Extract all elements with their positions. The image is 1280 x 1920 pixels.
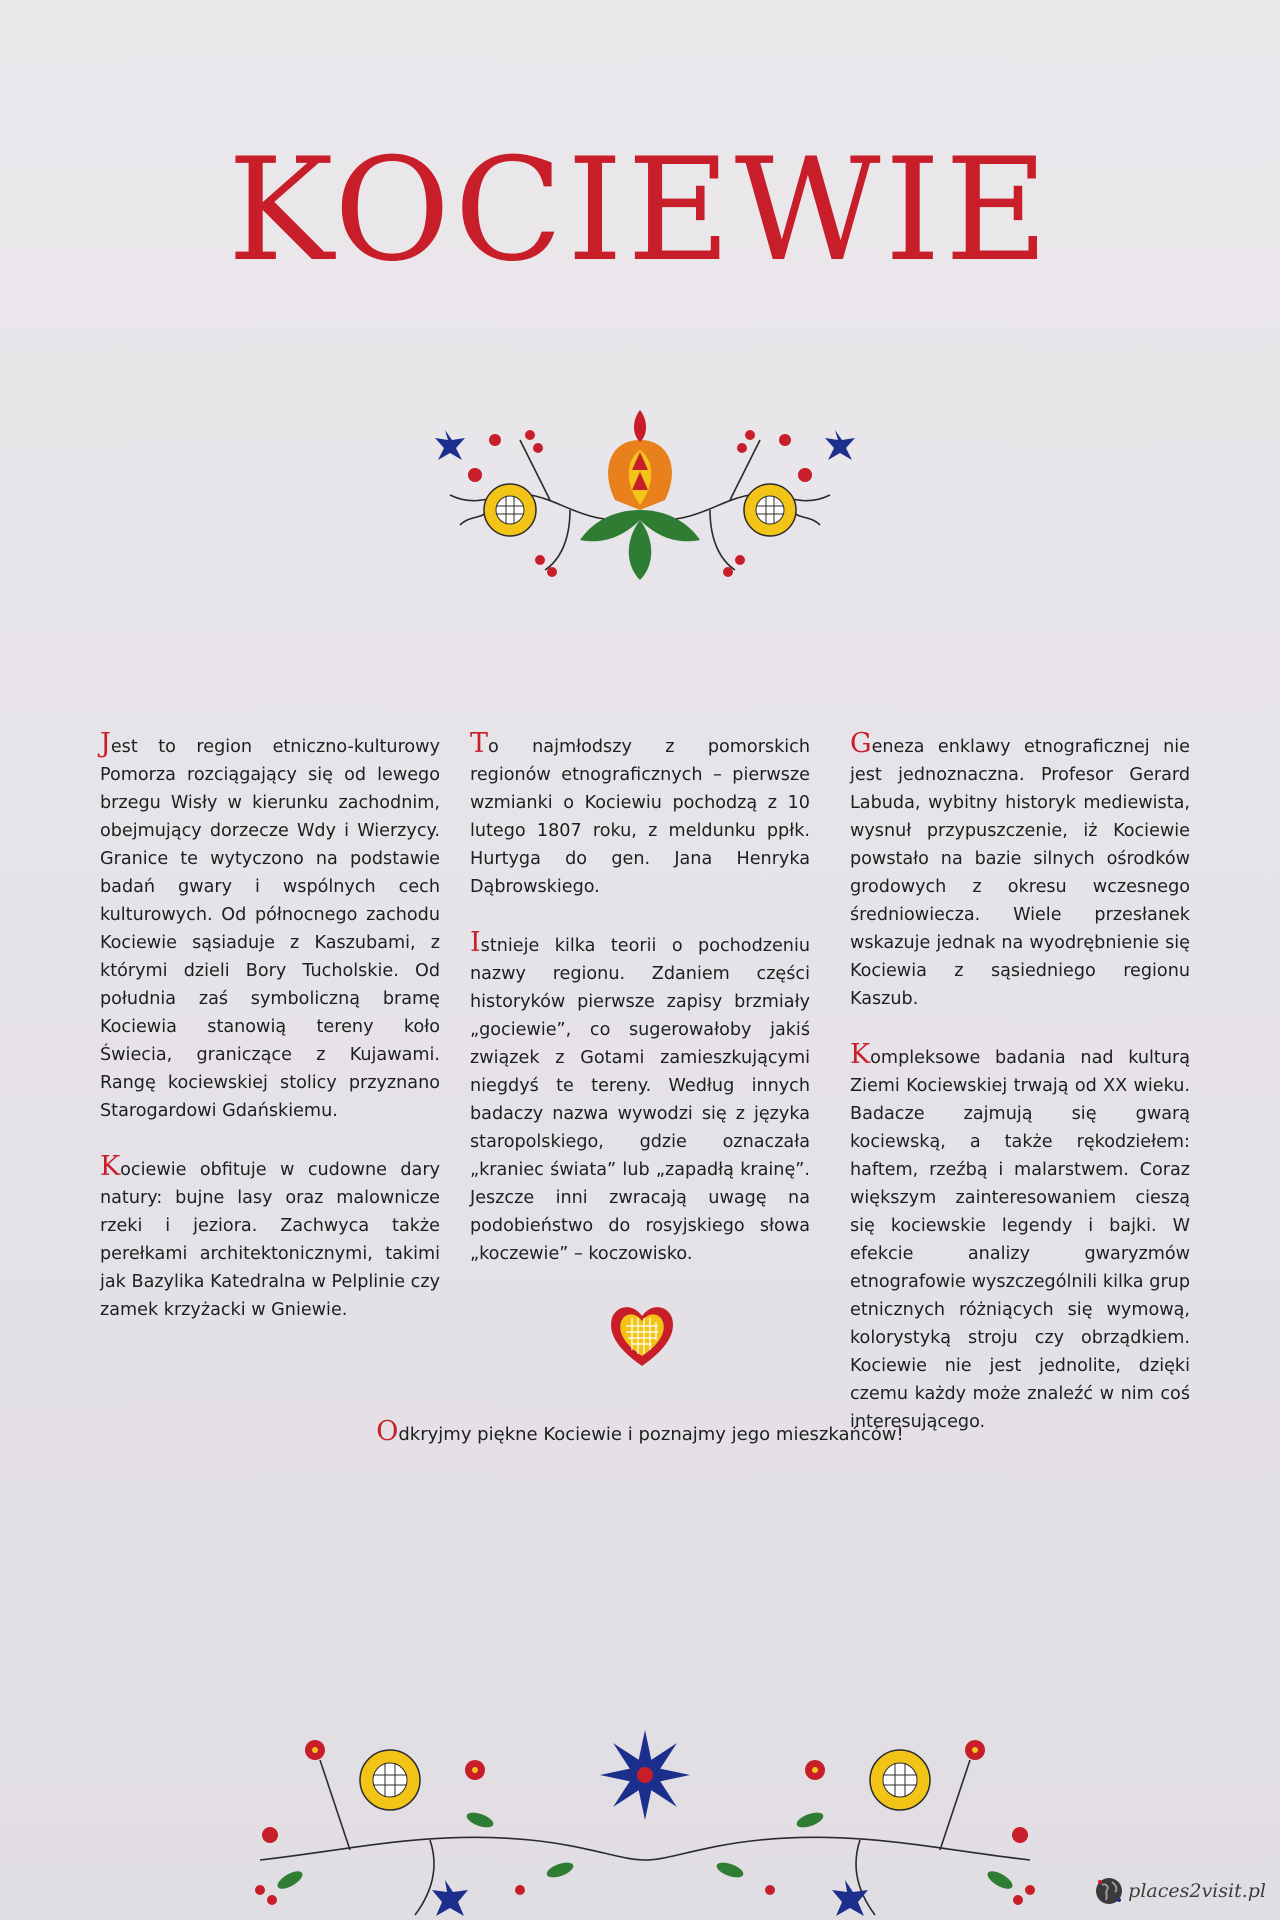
closing-line	[0, 1418, 1280, 1445]
drop-initial: T	[470, 728, 489, 759]
paragraph	[100, 1153, 440, 1324]
watermark-text: places2visit.pl	[1128, 1880, 1266, 1902]
paragraph	[100, 730, 440, 1125]
paragraph-text: o najmłodszy z pomorskich regionów etnograficznych – pierwsze wzmianki o Kociewiu pochodzą z 10 lutego 1807 roku, z meldunku ppłk. Hurtyga do gen. Jana Henryka Dąbrowskiego.	[470, 737, 810, 897]
paragraph-text: ociewie obfituje w cudowne dary natury: bujne lasy oraz malownicze rzeki i jeziora. Zachwyca także perełkami architektonicznymi, takimi jak Bazylika Katedralna w Pelplinie czy zamek krzyżacki w Gniewie.	[100, 1160, 440, 1320]
globe-icon	[1094, 1876, 1124, 1906]
text-column-2	[470, 730, 810, 1296]
drop-initial: K	[100, 1151, 121, 1182]
poster-title: KOCIEWIE	[227, 128, 1053, 293]
text-column-1	[100, 730, 440, 1352]
drop-initial: J	[100, 728, 111, 759]
paragraph	[850, 730, 1190, 1013]
drop-initial: O	[376, 1416, 399, 1447]
paragraph-text: est to region etniczno-kulturowy Pomorza rozciągający się od lewego brzegu Wisły w kierunku zachodnim, obejmujący dorzecze Wdy i Wierzycy. Granice te wytyczono na podstawie badań gwary i wspólnych cech kulturowych. Od północnego zachodu Kociewie sąsiaduje z Kaszubami, z którymi dzieli Bory Tucholskie. Od południa zaś symboliczną bramę Kociewia stanowią tereny koło Świecia, graniczące z Kujawami. Rangę kociewskiej stolicy przyznano Starogardowi Gdańskiemu.	[100, 737, 440, 1121]
floral-ornament-top	[420, 400, 860, 590]
drop-initial: K	[850, 1039, 871, 1070]
paragraph-text: ompleksowe badania nad kulturą Ziemi Kociewskiej trwają od XX wieku. Badacze zajmują się gwarą kociewską, a także rękodziełem: haftem, rzeźbą i malarstwem. Coraz większym zainteresowaniem cieszą się kociewskie legendy i bajki. W efekcie analizy gwaryzmów etnografowie wyszczególnili kilka grup etnicznych różniących się wymową, kolorystyką stroju czy obrządkiem. Kociewie nie jest jednolite, dzięki czemu każdy może znaleźć w nim coś interesującego.	[850, 1048, 1190, 1432]
paragraph	[470, 730, 810, 901]
paragraph	[850, 1041, 1190, 1436]
paragraph-text: eneza enklawy etnograficznej nie jest jednoznaczna. Profesor Gerard Labuda, wybitny historyk mediewista, wysnuł przypuszczenie, iż Kociewie powstało na bazie silnych ośrodków grodowych z okresu wczesnego średniowiecza. Wiele przesłanek wskazuje jednak na wyodrębnienie się Kociewia z sąsiedniego regionu Kaszub.	[850, 737, 1190, 1009]
heart-ornament-icon	[606, 1300, 678, 1370]
paragraph	[470, 929, 810, 1268]
text-column-3	[850, 730, 1190, 1464]
drop-initial: I	[470, 927, 481, 958]
floral-ornament-bottom	[230, 1720, 1060, 1920]
drop-initial: G	[850, 728, 872, 759]
watermark	[1094, 1876, 1266, 1906]
closing-text: dkryjmy piękne Kociewie i poznajmy jego mieszkańców!	[398, 1424, 904, 1445]
paragraph-text: stnieje kilka teorii o pochodzeniu nazwy regionu. Zdaniem części historyków pierwsze zapisy brzmiały „gociewie”, co sugerowałoby jakiś związek z Gotami zamieszkującymi niegdyś te tereny. Według innych badaczy nazwa wywodzi się z języka staropolskiego, gdzie oznaczała „kraniec świata” lub „zapadłą krainę”. Jeszcze inni zwracają uwagę na podobieństwo do rosyjskiego słowa „koczewie” – koczowisko.	[470, 936, 810, 1264]
